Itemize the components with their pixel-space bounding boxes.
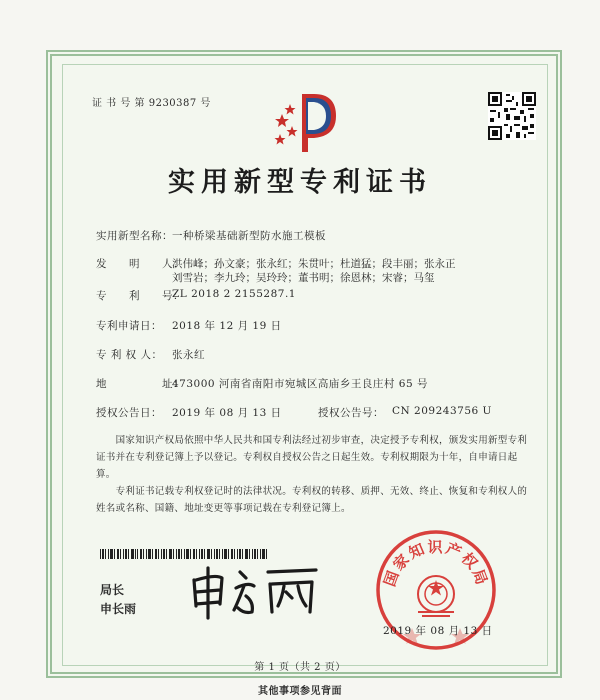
certificate-title: 实用新型专利证书 (168, 167, 432, 198)
patent-holder-value: 张永红 (172, 349, 205, 361)
qr-code-icon (488, 92, 536, 140)
grant-date-value: 2019 年 08 月 13 日 (172, 407, 282, 419)
director-signature-icon (188, 562, 326, 620)
name-label: 实用新型名称： (96, 230, 173, 242)
barcode-icon (100, 549, 268, 559)
certificate-number: 证 书 号 第 9230387 号 (92, 98, 211, 109)
grant-date-label: 授权公告日： (96, 407, 162, 419)
patent-number-value: ZL 2018 2 2155287.1 (172, 288, 296, 300)
inventors-line-1: 洪伟峰；孙文豪；张永红；朱贯叶；杜道猛；段丰丽；张永正 (172, 258, 456, 270)
filing-date-label: 专利申请日： (96, 320, 162, 332)
cnipa-logo-icon (268, 88, 350, 156)
inventor-label: 发 明 人： (96, 258, 184, 270)
page-indicator: 第 1 页（共 2 页） (254, 662, 346, 673)
grant-number-value: CN 209243756 U (392, 405, 492, 417)
grant-number-label: 授权公告号： (318, 407, 384, 419)
filing-date-value: 2018 年 12 月 19 日 (172, 320, 282, 332)
inventors-line-2: 刘雪岩；李九玲；吴玲玲；董书明；徐恩林；宋睿；马玺 (172, 272, 435, 284)
seal-date: 2019 年 08 月 13 日 (383, 625, 493, 637)
statement-paragraph-2: 专利证书记载专利权登记时的法律状况。专利权的转移、质押、无效、终止、恢复和专利权人的姓名或名称、国籍、地址变更等事项记载在专利登记簿上。 (96, 486, 528, 514)
svg-text:国家知识产权局: 国家知识产权局 (380, 538, 492, 589)
director-name: 申长雨 (100, 602, 137, 616)
name-value: 一种桥梁基础新型防水施工模板 (172, 230, 326, 242)
director-title: 局长 (100, 583, 125, 597)
address-label: 地 址： (96, 378, 184, 390)
footer-note: 其他事项参见背面 (258, 686, 342, 697)
address-value: 473000 河南省南阳市宛城区高庙乡王良庄村 65 号 (172, 378, 428, 390)
patent-holder-label: 专 利 权 人： (96, 349, 163, 361)
statement-paragraph-1: 国家知识产权局依照中华人民共和国专利法经过初步审查，决定授予专利权，颁发实用新型专利证书并在专利登记簿上予以登记。专利权自授权公告之日起生效。专利权期限为十年，自申请日起算。 (96, 435, 528, 480)
patent-number-label: 专 利 号： (96, 290, 184, 302)
